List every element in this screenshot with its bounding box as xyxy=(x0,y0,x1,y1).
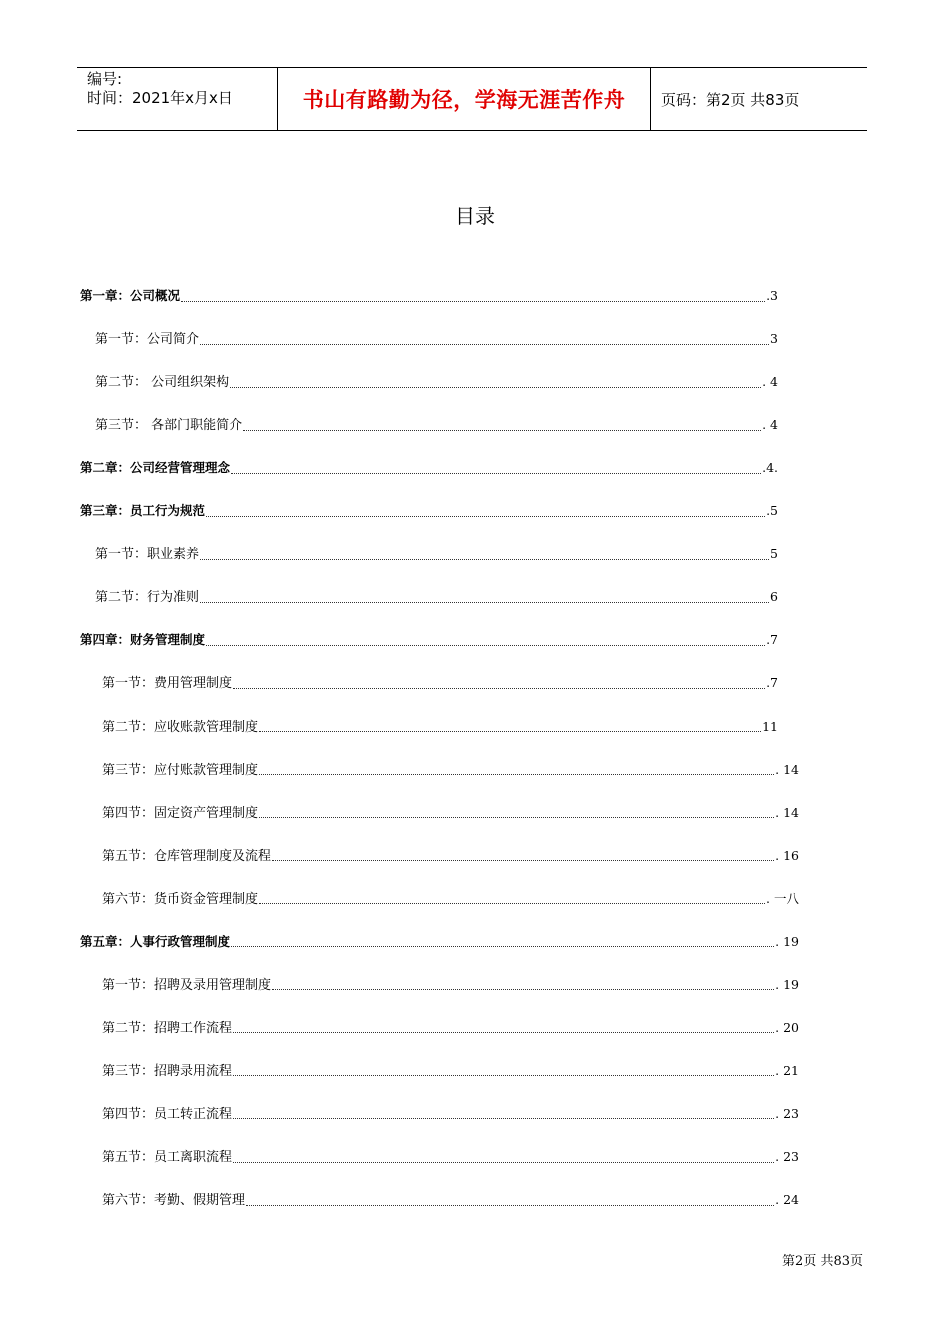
toc-leader-dots xyxy=(259,807,774,818)
toc-section-entry[interactable] xyxy=(95,373,778,391)
toc-leader-dots xyxy=(272,850,774,861)
page-header xyxy=(77,67,867,131)
toc-entry-label: 第三章：员工行为规范 xyxy=(80,503,206,519)
toc-entry-page: 3 xyxy=(770,331,778,347)
toc-entry-page: 6 xyxy=(770,589,778,605)
toc-entry-page: . 19 xyxy=(775,933,799,949)
toc-leader-dots xyxy=(233,1108,774,1119)
toc-entry-page: .4. xyxy=(762,460,778,476)
toc-chapter-entry[interactable] xyxy=(80,631,778,649)
toc-section-entry[interactable] xyxy=(95,588,778,606)
toc-leader-dots xyxy=(233,1022,774,1033)
toc-entry-page: . 4 xyxy=(762,374,778,390)
toc-entry-label: 第五节：员工离职流程 xyxy=(102,1150,233,1165)
toc-leader-dots xyxy=(233,678,765,689)
toc-leader-dots xyxy=(206,506,765,517)
toc-section-entry[interactable] xyxy=(102,1019,799,1037)
toc-leader-dots xyxy=(231,936,774,947)
toc-entry-page: . 14 xyxy=(775,804,799,820)
toc-chapter-entry[interactable] xyxy=(80,933,799,951)
toc-leader-dots xyxy=(243,420,761,431)
toc-leader-dots xyxy=(181,291,765,302)
date-line: 时间：2021年x月x日 xyxy=(87,89,233,107)
toc-entry-page: . 一八 xyxy=(766,890,799,906)
toc-entry-label: 第二节：招聘工作流程 xyxy=(102,1020,233,1036)
toc-section-entry[interactable] xyxy=(102,1105,799,1123)
toc-entry-label: 第五章：人事行政管理制度 xyxy=(80,933,231,949)
toc-entry-label: 第二章：公司经营管理理念 xyxy=(80,460,231,476)
toc-section-entry[interactable] xyxy=(102,1148,799,1166)
toc-section-entry[interactable] xyxy=(95,416,778,434)
toc-leader-dots xyxy=(259,893,765,904)
toc-section-entry[interactable] xyxy=(102,761,799,779)
toc-leader-dots xyxy=(231,463,761,474)
toc-leader-dots xyxy=(233,1065,774,1076)
toc-entry-page: . 23 xyxy=(775,1105,799,1121)
toc-entry-label: 第一节：公司简介 xyxy=(95,332,200,348)
toc-section-entry[interactable] xyxy=(95,330,778,348)
toc-leader-dots xyxy=(200,549,769,560)
toc-entry-page: . 14 xyxy=(775,761,799,777)
toc-leader-dots xyxy=(246,1195,774,1206)
toc-section-entry[interactable] xyxy=(95,545,778,563)
toc-entry-label: 第三节：应付账款管理制度 xyxy=(102,762,259,778)
page-footer: 第2页 共83页 xyxy=(782,1254,863,1269)
toc-section-entry[interactable] xyxy=(102,890,799,908)
toc-leader-dots xyxy=(233,1152,774,1163)
toc-entry-label: 第四章：财务管理制度 xyxy=(80,632,206,648)
toc-section-entry[interactable] xyxy=(102,847,799,865)
serial-label: 编号: xyxy=(87,70,123,88)
toc-entry-label: 第二节：行为准则 xyxy=(95,590,200,606)
toc-section-entry[interactable] xyxy=(102,1191,799,1209)
toc-entry-page: . 20 xyxy=(775,1019,799,1035)
toc-chapter-entry[interactable] xyxy=(80,287,778,305)
toc-entry-label: 第三节： 各部门职能简介 xyxy=(95,418,243,434)
toc-entry-page: 11 xyxy=(762,718,778,734)
toc-entry-page: 5 xyxy=(770,546,778,562)
toc-entry-page: .3 xyxy=(766,288,778,303)
toc-entry-label: 第六节：考勤、假期管理 xyxy=(102,1193,246,1209)
toc-chapter-entry[interactable] xyxy=(80,502,778,520)
toc-entry-page: . 23 xyxy=(775,1149,799,1164)
toc-entry-label: 第六节：货币资金管理制度 xyxy=(102,891,259,907)
toc-entry-label: 第二节： 公司组织架构 xyxy=(95,375,230,391)
toc-entry-label: 第四节：员工转正流程 xyxy=(102,1106,233,1122)
toc-leader-dots xyxy=(230,377,761,388)
toc-entry-page: . 19 xyxy=(775,976,799,992)
toc-title: 目录 xyxy=(455,204,495,228)
toc-entry-label: 第一节：招聘及录用管理制度 xyxy=(102,977,272,993)
toc-leader-dots xyxy=(200,334,769,345)
toc-entry-label: 第三节：招聘录用流程 xyxy=(102,1063,233,1079)
toc-leader-dots xyxy=(206,635,765,646)
toc-leader-dots xyxy=(259,721,761,732)
toc-entry-page: . 4 xyxy=(762,417,778,433)
toc-entry-page: .5 xyxy=(766,503,778,519)
header-meta xyxy=(77,68,278,130)
toc-entry-page: . 16 xyxy=(775,847,799,863)
toc-chapter-entry[interactable] xyxy=(80,459,778,477)
toc-leader-dots xyxy=(259,764,774,775)
toc-entry-page: . 24 xyxy=(775,1192,799,1208)
toc-entry-label: 第一节：职业素养 xyxy=(95,547,200,563)
toc-entry-page: .7 xyxy=(766,632,778,648)
toc-section-entry[interactable] xyxy=(102,718,778,736)
header-page-info: 页码：第2页 共83页 xyxy=(661,90,800,109)
toc-section-entry[interactable] xyxy=(102,976,799,994)
toc-section-entry[interactable] xyxy=(102,674,778,692)
header-motto: 书山有路勤为径，学海无涯苦作舟 xyxy=(278,68,651,130)
toc-entry-page: .7 xyxy=(766,675,778,691)
toc-entry-label: 第一节：费用管理制度 xyxy=(102,676,233,692)
toc-leader-dots xyxy=(200,592,769,603)
toc-section-entry[interactable] xyxy=(102,804,799,822)
toc-entry-label: 第一章：公司概况 xyxy=(80,288,181,303)
toc-leader-dots xyxy=(272,979,774,990)
toc-entry-page: . 21 xyxy=(775,1062,799,1078)
toc-section-entry[interactable] xyxy=(102,1062,799,1080)
toc-entry-label: 第五节：仓库管理制度及流程 xyxy=(102,848,272,864)
toc-entry-label: 第四节：固定资产管理制度 xyxy=(102,805,259,821)
toc-entry-label: 第二节：应收账款管理制度 xyxy=(102,719,259,735)
